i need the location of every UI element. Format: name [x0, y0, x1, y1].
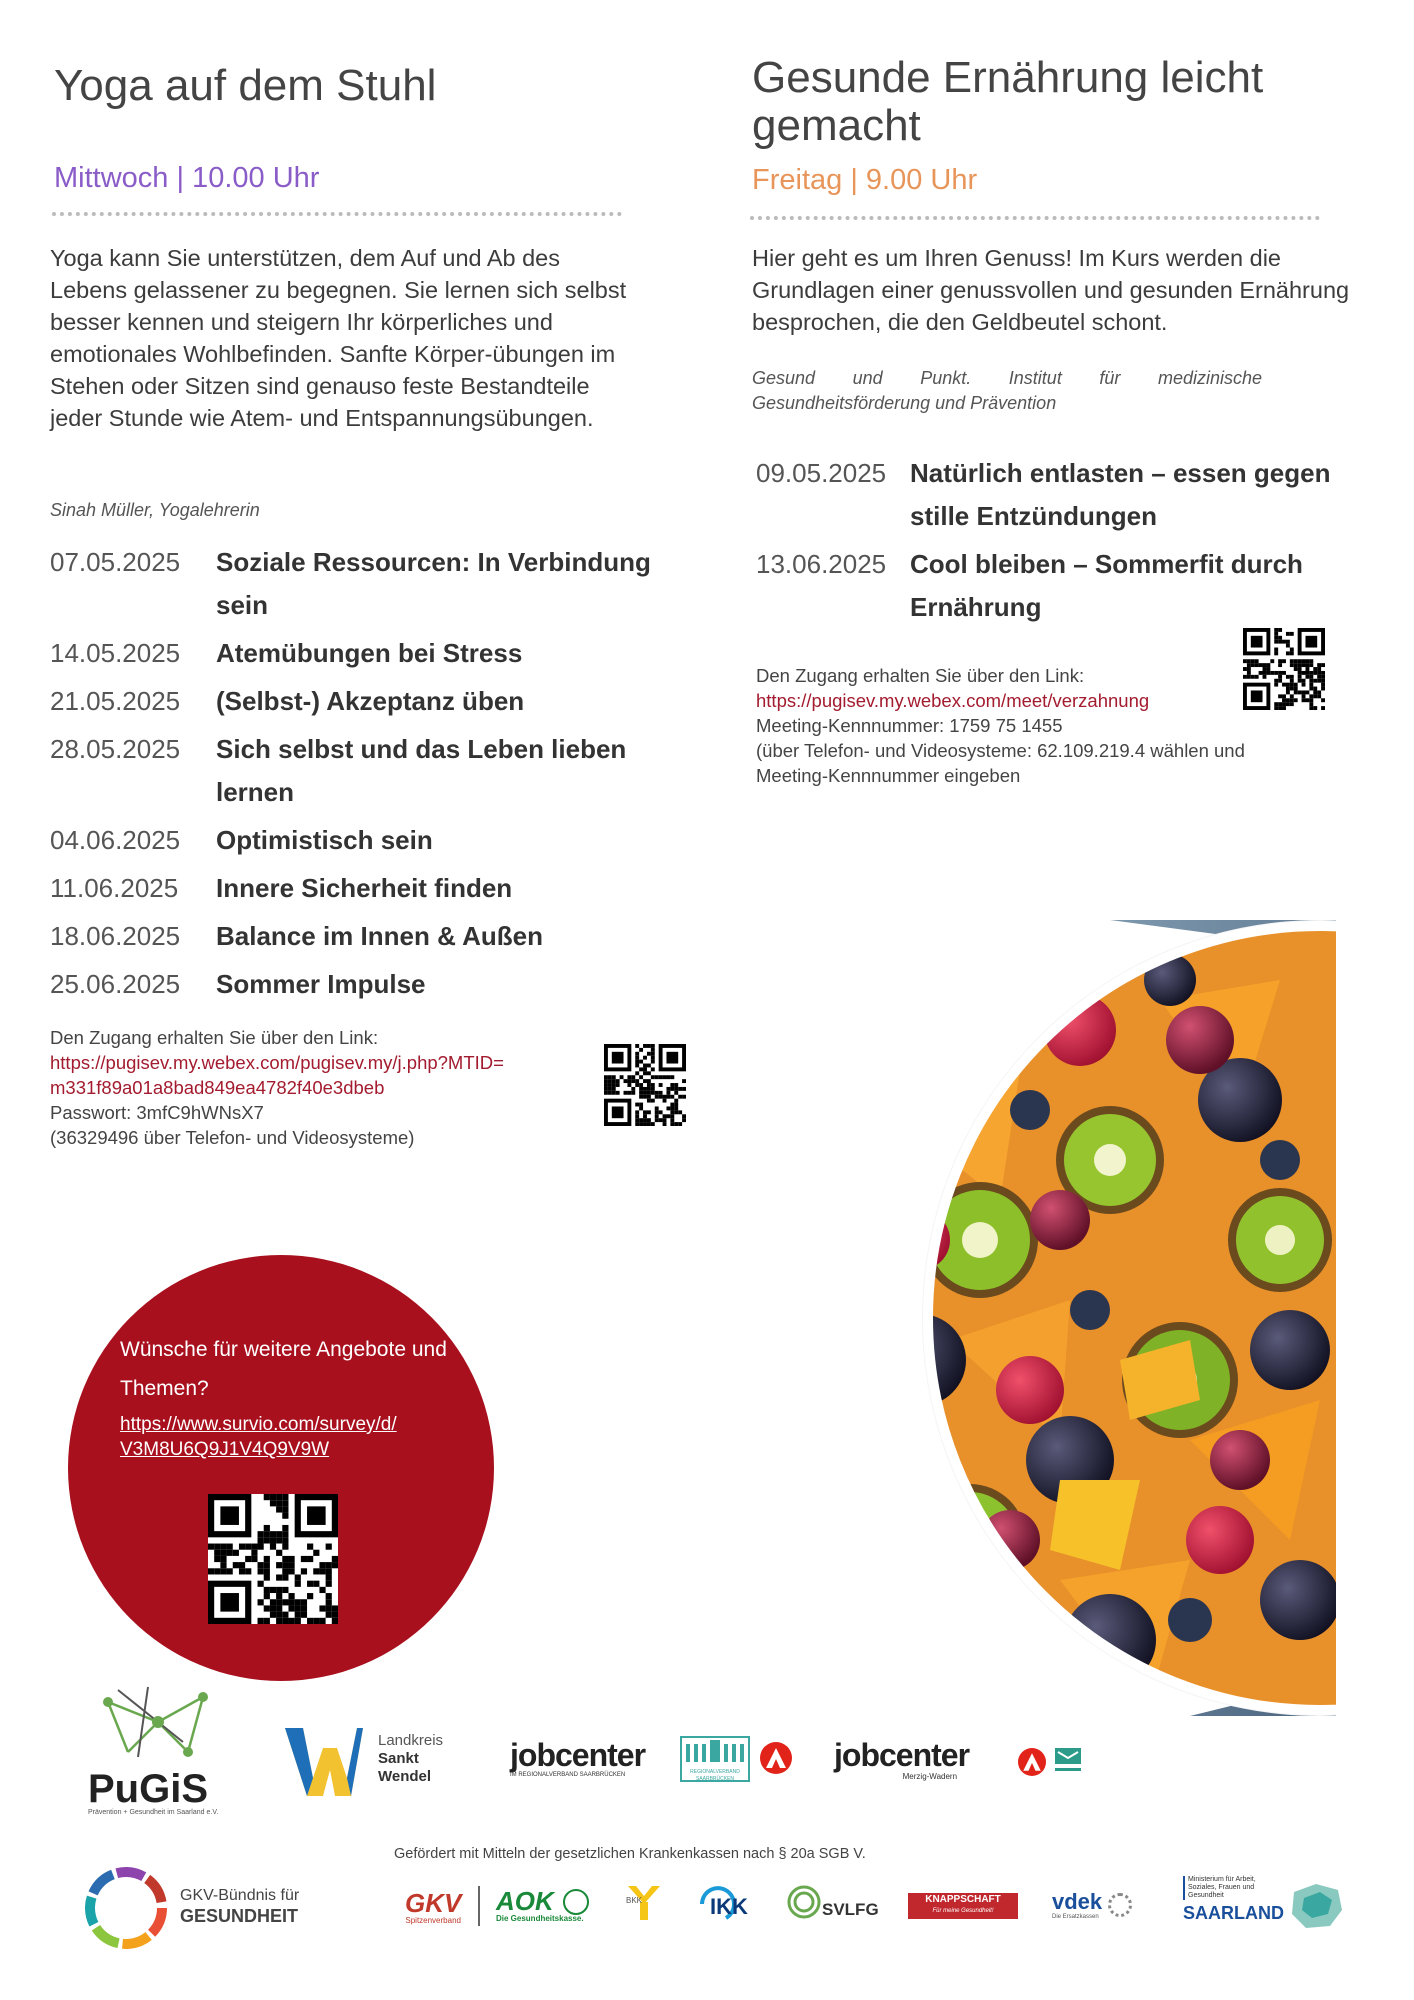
- nutrition-provider: Gesund und Punkt. Institut für medizinische Gesundheitsförderung und Prävention: [752, 368, 1262, 413]
- yoga-instructor: Sinah Müller, Yogalehrerin: [50, 500, 260, 520]
- session-topic: (Selbst-) Akzeptanz üben: [216, 686, 525, 716]
- session-topic: Cool bleiben – Sommerfit durch Ernährung: [910, 549, 1303, 622]
- yoga-divider: [52, 212, 622, 216]
- bkk-logo: [624, 1882, 664, 1922]
- yoga-access-info: [50, 1025, 610, 1150]
- nutrition-schedule-list: [756, 452, 1346, 634]
- yoga-session-row: [50, 728, 690, 814]
- access-phone-line: Meeting-Kennnummer eingeben: [756, 765, 1021, 786]
- session-date: 09.05.2025: [756, 458, 887, 488]
- aok-wordmark: AOK: [496, 1886, 554, 1916]
- color-ring-icon: [78, 1860, 174, 1956]
- fruit-bowl-image: [860, 920, 1336, 1716]
- landkreis-line: Sankt: [378, 1750, 419, 1767]
- access-phone: (36329496 über Telefon- und Videosysteme): [50, 1127, 415, 1148]
- jobcenter-merzig-logo: [834, 1738, 969, 1781]
- yoga-title: Yoga auf dem Stuhl: [54, 61, 437, 110]
- yoga-schedule-line: Mittwoch | 10.00 Uhr: [54, 162, 320, 194]
- webex-link[interactable]: https://pugisev.my.webex.com/meet/verzahnung: [756, 690, 1150, 711]
- session-date: 14.05.2025: [50, 638, 181, 668]
- saarland-wordmark: SAARLAND: [1183, 1903, 1284, 1923]
- gkv-subtitle: Spitzenverband: [405, 1916, 461, 1925]
- aok-subtitle: Die Gesundheitskasse.: [496, 1914, 584, 1923]
- jobcenter-saarbruecken-logo: [510, 1738, 645, 1778]
- nutrition-description: Hier geht es um Ihren Genuss! Im Kurs werden die Grundlagen einer genussvollen und gesunden Ernährung besprochen, die den Geldbeutel schont.: [752, 245, 1350, 335]
- gkv-spitzenverband-logo: [405, 1890, 461, 1925]
- arbeitsagentur-icon: [1018, 1748, 1046, 1776]
- bkk-text: BKK: [626, 1896, 643, 1905]
- jobcenter-wordmark: jobcenter: [834, 1737, 970, 1773]
- saarland-map-icon: [1286, 1880, 1346, 1932]
- access-intro: Den Zugang erhalten Sie über den Link:: [756, 665, 1085, 686]
- qr-code-icon: [1243, 628, 1325, 710]
- a-letter-icon: [760, 1742, 792, 1774]
- network-icon: [88, 1682, 228, 1762]
- yoga-schedule-list: [50, 541, 690, 1011]
- ikk-wordmark: IKK: [710, 1894, 748, 1919]
- merzig-wadern-icon: [1052, 1746, 1086, 1780]
- nutrition-qr-code[interactable]: [1243, 628, 1325, 710]
- nutrition-title: Gesunde Ernährung leicht gemacht: [752, 53, 1264, 151]
- vdek-dots-icon: [1108, 1893, 1132, 1917]
- yoga-session-row: [50, 819, 690, 862]
- landkreis-line: Wendel: [378, 1768, 432, 1785]
- yoga-session-row: [50, 680, 690, 723]
- survey-text: Wünsche für weitere Angebote und Themen?: [120, 1338, 447, 1400]
- session-date: 25.06.2025: [50, 969, 181, 999]
- access-password: Passwort: 3mfC9hWNsX7: [50, 1102, 264, 1123]
- session-topic: Balance im Innen & Außen: [216, 921, 543, 951]
- aok-tree-icon: [563, 1889, 589, 1915]
- yoga-description: Yoga kann Sie unterstützen, dem Auf und Ab des Lebens gelassener zu begegnen. Sie lernen sich selbst besser kennen und steigern Ihr körperliches und emotionales Wohlbefinden. Sanfte Körper-übungen im Stehen oder Sitzen sind genauso feste Bestandteile jeder Stunde wie Atem- und Entspannungsübungen.: [50, 245, 627, 431]
- pugis-subtitle: Prävention + Gesundheit im Saarland e.V.: [88, 1809, 219, 1816]
- gkv-buendnis-line: GKV-Bündnis für: [180, 1887, 300, 1904]
- session-date: 11.06.2025: [50, 873, 179, 903]
- qr-code-icon: [208, 1494, 338, 1624]
- pugis-wordmark: PuGiS: [88, 1767, 209, 1811]
- webex-link-line[interactable]: m331f89a01a8bad849ea4782f40e3dbeb: [50, 1077, 385, 1098]
- landkreis-crest-icon: [1052, 1746, 1086, 1780]
- nutrition-session-row: [756, 543, 1346, 629]
- qr-code-icon: [604, 1044, 686, 1126]
- jobcenter-wordmark: jobcenter: [510, 1737, 646, 1773]
- nutrition-session-row: [756, 452, 1346, 538]
- session-date: 13.06.2025: [756, 549, 887, 579]
- gkv-buendnis-ring: [78, 1860, 174, 1956]
- knappschaft-logo: [908, 1893, 1018, 1919]
- survey-qr-code[interactable]: [208, 1494, 338, 1624]
- session-topic: Soziale Ressourcen: In Verbindung sein: [216, 547, 651, 620]
- yoga-session-row: [50, 541, 690, 627]
- session-date: 21.05.2025: [50, 686, 181, 716]
- meeting-number: Meeting-Kennnummer: 1759 75 1455: [756, 715, 1063, 736]
- fruit-bowl-illustration: [860, 920, 1336, 1716]
- access-phone-line: (über Telefon- und Videosysteme: 62.109.219.4 wählen und: [756, 740, 1245, 761]
- landkreis-w-icon: [285, 1728, 355, 1796]
- vdek-logo: [1052, 1890, 1102, 1920]
- session-date: 28.05.2025: [50, 734, 181, 764]
- knappschaft-subtitle: Für meine Gesundheit!: [932, 1908, 994, 1914]
- session-topic: Optimistisch sein: [216, 825, 433, 855]
- gkv-buendnis-line: GESUNDHEIT: [180, 1906, 299, 1926]
- yoga-session-row: [50, 915, 690, 958]
- pixel-map-icon: [1286, 1880, 1346, 1932]
- w-logo-icon: [285, 1728, 363, 1796]
- webex-link[interactable]: [50, 1050, 610, 1100]
- nutrition-schedule-line: Freitag | 9.00 Uhr: [752, 164, 978, 196]
- landkreis-line: Landkreis: [378, 1732, 444, 1749]
- gkv-wordmark: GKV: [405, 1888, 462, 1918]
- survey-link-line[interactable]: V3M8U6Q9J1V4Q9V9W: [120, 1439, 330, 1460]
- nutrition-access-info: [756, 663, 1316, 788]
- survey-link[interactable]: [120, 1412, 460, 1462]
- svlfg-icon: [786, 1884, 822, 1920]
- ministerium-text: Ministerium für Arbeit, Soziales, Frauen und Gesundheit: [1183, 1876, 1278, 1900]
- logo-separator: [478, 1886, 480, 1926]
- jobcenter-subtitle: Merzig-Wadern: [902, 1772, 958, 1781]
- arbeitsagentur-icon: [760, 1742, 792, 1774]
- yoga-session-row: [50, 632, 690, 675]
- knappschaft-wordmark: KNAPPSCHAFT: [925, 1894, 1001, 1905]
- jobcenter-subtitle: IM REGIONALVERBAND SAARBRÜCKEN: [510, 1772, 626, 1778]
- ministerium-saarland-logo: [1183, 1876, 1284, 1924]
- webex-link-line[interactable]: https://pugisev.my.webex.com/pugisev.my/j.php?MTID=: [50, 1052, 504, 1073]
- session-topic: Sich selbst und das Leben lieben lernen: [216, 734, 627, 807]
- vdek-subtitle: Die Ersatzkassen: [1052, 1914, 1099, 1920]
- session-date: 18.06.2025: [50, 921, 181, 951]
- session-topic: Innere Sicherheit finden: [216, 873, 513, 903]
- a-letter-icon: [1018, 1748, 1046, 1776]
- yoga-qr-code[interactable]: [604, 1044, 686, 1126]
- session-topic: Sommer Impulse: [216, 969, 426, 999]
- yoga-session-row: [50, 867, 690, 910]
- building-icon: [682, 1738, 748, 1764]
- regionalverband-building-icon: [680, 1736, 750, 1782]
- landkreis-text: [378, 1732, 443, 1786]
- yoga-session-row: [50, 963, 690, 1006]
- vdek-wordmark: vdek: [1052, 1889, 1103, 1914]
- session-date: 04.06.2025: [50, 825, 181, 855]
- session-topic: Atemübungen bei Stress: [216, 638, 523, 668]
- ikk-logo: [696, 1884, 752, 1924]
- pugis-logo: [88, 1682, 228, 1814]
- session-topic: Natürlich entlasten – essen gegen stille Entzündungen: [910, 458, 1331, 531]
- nutrition-divider: [750, 216, 1320, 220]
- access-intro: Den Zugang erhalten Sie über den Link:: [50, 1027, 379, 1048]
- survey-link-line[interactable]: https://www.survio.com/survey/d/: [120, 1414, 397, 1435]
- svlfg-rings-icon: [786, 1884, 822, 1920]
- session-date: 07.05.2025: [50, 547, 181, 577]
- regionalverband-text: REGIONALVERBAND SAARBRÜCKEN: [690, 1769, 740, 1782]
- svlfg-wordmark: SVLFG: [822, 1900, 879, 1919]
- funding-note: Gefördert mit Mitteln der gesetzlichen Krankenkassen nach § 20a SGB V.: [394, 1846, 866, 1862]
- gkv-buendnis-text: [180, 1886, 299, 1926]
